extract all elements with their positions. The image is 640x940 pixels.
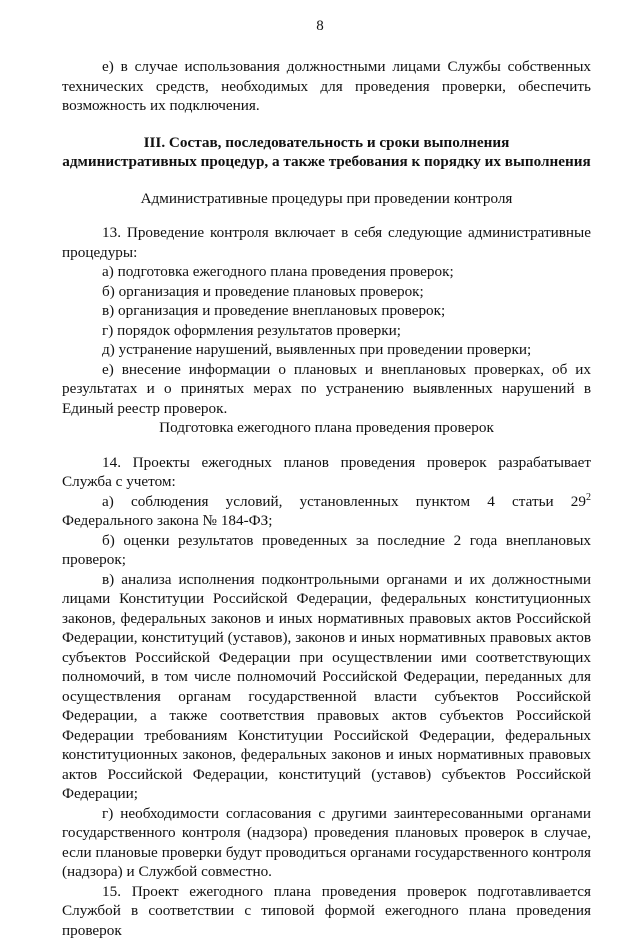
- page-body: [62, 57, 591, 940]
- section-title-line1: III. Состав, последовательность и сроки выполнения: [144, 134, 510, 151]
- list-item: б) организация и проведение плановых проверок;: [62, 282, 591, 302]
- list-item: а) подготовка ежегодного плана проведения проверок;: [62, 262, 591, 282]
- item-a-superscript: 2: [586, 491, 591, 502]
- list-item: д) устранение нарушений, выявленных при проведении проверки;: [62, 340, 591, 360]
- page-number: 8: [0, 18, 640, 35]
- paragraph-13-intro: 13. Проведение контроля включает в себя следующие административные процедуры:: [62, 223, 591, 262]
- subtitle-control: Административные процедуры при проведении контроля: [62, 189, 591, 209]
- list-item: е) внесение информации о плановых и внеплановых проверках, об их результатах и о принятых мерах по устранению выявленных нарушений в Единый реестр проверок.: [62, 360, 591, 419]
- paragraph-14-item-b: б) оценки результатов проведенных за последние 2 года внеплановых проверок;: [62, 531, 591, 570]
- paragraph-15: 15. Проект ежегодного плана проведения проверок подготавливается Службой в соответствии с типовой формой ежегодного плана проведения проверок: [62, 882, 591, 940]
- intro-item-e: е) в случае использования должностными лицами Службы собственных технических средств, необходимых для проведения проверки, обеспечить возможность их подключения.: [62, 57, 591, 116]
- item-a-text: а) соблюдения условий, установленных пунктом 4 статьи 29: [102, 493, 586, 510]
- paragraph-14-intro: 14. Проекты ежегодных планов проведения проверок разрабатывает Служба с учетом:: [62, 453, 591, 492]
- list-item: г) порядок оформления результатов проверки;: [62, 321, 591, 341]
- item-a-text-end: Федерального закона № 184-ФЗ;: [62, 512, 273, 529]
- paragraph-14-item-a: [62, 492, 591, 531]
- list-item: в) организация и проведение внеплановых проверок;: [62, 301, 591, 321]
- section-title-line2: административных процедур, а также требования к порядку их выполнения: [62, 153, 590, 170]
- paragraph-14-item-c: в) анализа исполнения подконтрольными органами и их должностными лицами Конституции Российской Федерации, федеральных конституционных законов, федеральных законов и иных нормативных правовых актов Российской Федерации, конституций (уставов), законов и иных нормативных правовых актов субъектов Российской Федерации при осуществлении ими соответствующих полномочий, в том числе полномочий Российской Федерации, переданных для осуществления органам государственной власти субъектов Российской Федерации, а также соответствия правовых актов субъектов Российской Федерации требованиям Конституции Российской Федерации, федеральных конституционных законов, федеральных законов и иных нормативных правовых актов Российской Федерации, конституций (уставов) субъектов Российской Федерации;: [62, 570, 591, 804]
- section-title: [62, 133, 591, 172]
- subtitle-plan: Подготовка ежегодного плана проведения проверок: [62, 418, 591, 438]
- paragraph-14-item-d: г) необходимости согласования с другими заинтересованными органами государственного контроля (надзора) проведения плановых проверок в случае, если плановые проверки будут проводиться органами государственного контроля (надзора) и Службой совместно.: [62, 804, 591, 882]
